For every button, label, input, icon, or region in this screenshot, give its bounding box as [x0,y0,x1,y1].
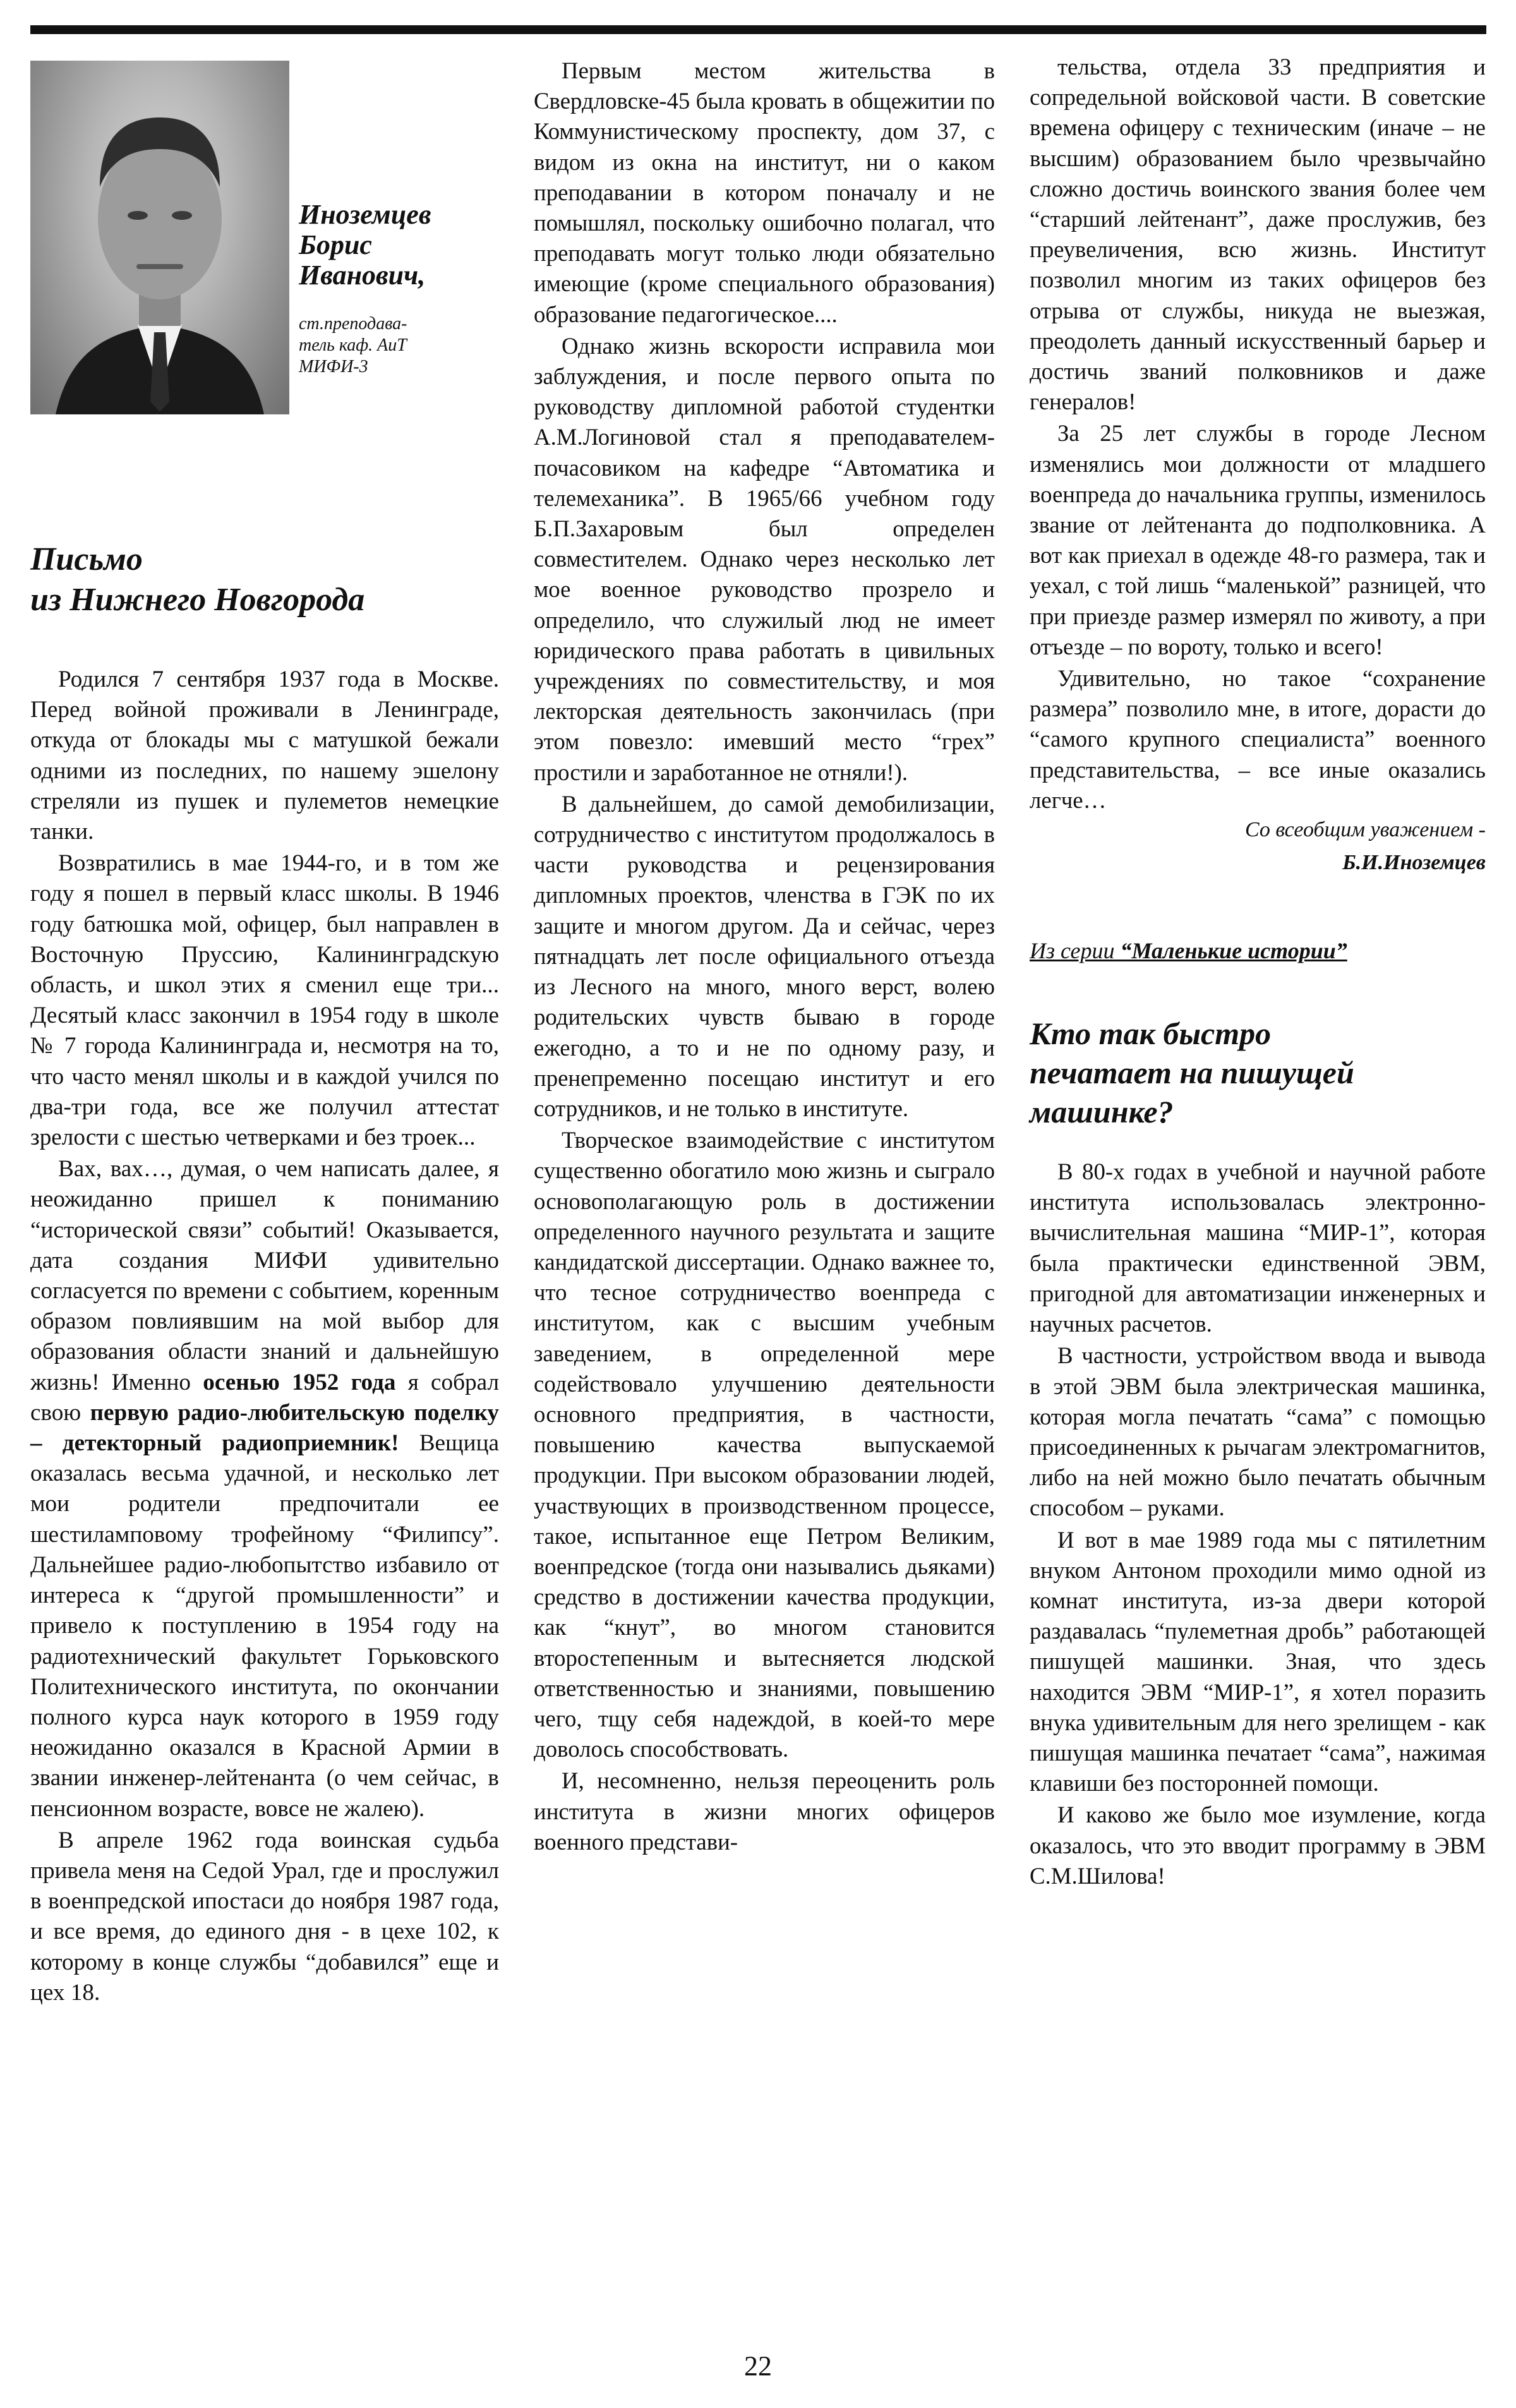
author-name: Иноземцев Борис Иванович, [299,199,431,291]
paragraph: Родился 7 сентября 1937 года в Москве. Перед войной проживали в Ленинграде, откуда от блокады мы с матушкой бежали одними из последних, по нашему эшелону стреляли из пушек и пулеметов немецкие танки. [30,666,499,845]
paragraph: В частности, устройством ввода и вывода в этой ЭВМ была электрическая машинка, которая могла печатать “сама” с помощью присоединенных к рычагам электромагнитов, либо на ней можно было печатать обычным способом – руками. [1030,1342,1486,1521]
signoff: Со всеобщим уважением - [1244,818,1486,842]
paragraph: В дальнейшем, до самой демобилизации, сотрудничество с институтом продолжалось в части руководства и рецензирования дипломных проектов, членства в ГЭК по их защите и многом другом. Да и сейчас, через пятнадцать лет после официального отъезда из Лесного на много, много верст, волею родительских чувств бываю в городе ежегодно, а то и не по одному разу, и пренепременно посещаю институт и его сотрудников, и не только в институте. [534,790,995,1121]
paragraph: И каково же было мое изумление, когда оказалось, что это вводит программу в ЭВМ С.М.Шилова! [1030,1802,1486,1889]
series-name: “Маленькие истории” [1120,938,1347,964]
paragraph-text: Вещица оказалась весьма удачной, и несколько лет мои родители предпочитали ее шестиламповому трофейному “Филипсу”. Дальнейшее радио-любопытство избавило от интереса к “другой промышленности” и привело к поступлению в 1954 году на радиотехнический факультет Горьковского Политехнического института, по окончании полного курса наук которого в 1959 году неожиданно оказался в Красной Армии в звании инженер-лейтенанта (о чем сейчас, в пенсионном возрасте, вовсе не жалею). [30,1430,499,1822]
top-rule [30,25,1486,34]
paragraph: И вот в мае 1989 года мы с пятилетним внуком Антоном проходили мимо одной из комнат института, из-за двери которой раздавалась “пулеметная дробь” работающей пишущей машинки. Зная, что здесь находится ЭВМ “МИР-1”, я хотел поразить внука удивительным для него зрелищем - как пишущая машинка печатает “сама”, нажимая клавиши без посторонней помощи. [1030,1526,1486,1797]
column-2 [534,56,995,1857]
bold-date: осенью 1952 года [203,1369,396,1395]
paragraph: Первым местом жительства в Свердловске-45 была кровать в общежитии по Коммунистическому проспекту, дом 37, с видом из окна на институт, ни о каком преподавании в котором поначалу и не помышлял, поскольку ошибочно полагал, что преподавать могут только люди обязательно имеющие (кроме специального образования) образование педагогическое.... [534,57,995,327]
signature: Б.И.Иноземцев [1342,851,1486,875]
paragraph [30,1154,499,1824]
paragraph: Удивительно, но такое “сохранение размера” позволило мне, в итоге, дорасти до “самого крупного специалиста” военного представительства, – все иные оказались легче… [1030,665,1486,813]
paragraph-text: я собрал свою [30,1369,499,1426]
story-title: Кто так быстро печатает на пишущей машинке? [1030,1016,1354,1130]
column-3 [1030,52,1486,1891]
paragraph: Творческое взаимодействие с институтом существенно обогатило мою жизнь и сыграло основополагающую роль в достижении определенного научного результата и защите кандидатской диссертации. Однако важнее то, что тесное сотрудничество военпреда с институтом, как с высшим учебным заведением, в определенной мере содействовало улучшению деятельности основного предприятия, в частности, повышению качества выпускаемой продукции. При высоком образовании людей, участвующих в производственном процессе, такое, испытанное еще Петром Великим, военпредское (тогда они назывались дьяками) средство в достижении качества продукции, как “кнут”, во многом становится второстепенным и вытесняется людской ответственностью и знаниями, повышению чего, тщу себя надеждой, в коей-то мере доволось способствовать. [534,1127,995,1762]
portrait-figure-icon [30,61,289,414]
author-block [30,61,499,465]
paragraph: И, несомненно, нельзя переоценить роль института в жизни многих офицеров военного представи- [534,1767,995,1855]
paragraph: Возвратились в мае 1944-го, и в том же году я пошел в первый класс школы. В 1946 году батюшка мой, офицер, был направлен в Восточную Пруссию, Калининградскую область, и школ этих я сменил еще три... Десятый класс закончил в 1954 году в школе № 7 города Калининграда и, несмотря на то, что часто менял школы и в каждой учился по два-три года, все же получил аттестат зрелости с шестью четверками и без троек... [30,850,499,1151]
page-number: 22 [744,2351,772,2381]
paragraph: тельства, отдела 33 предприятия и сопредельной войсковой части. В советские времена офицеру с техническим (иначе – не высшим) образованием было чрезвычайно сложно достичь воинского звания более чем “старший лейтенант”, даже прослужив, без преувеличения, всю жизнь. Институт позволил многим из таких офицеров без отрыва от службы, никуда не выезжая, преодолеть данный искусственный барьер и достичь званий полковников и даже генералов! [1030,54,1486,415]
paragraph-text: Вах, вах…, думая, о чем написать далее, я неожиданно пришел к пониманию “исторической связи” событий! Оказывается, дата создания МИФИ удивительно согласуется по времени с событием, коренным образом повлиявшим на мой выбор для образования области знаний и дальнейшую жизнь! Именно [30,1156,499,1395]
series-prefix: Из серии [1030,938,1115,964]
author-role: ст.преподава- тель каф. АиТ МИФИ-3 [299,314,407,376]
paragraph: В 80-х годах в учебной и научной работе института использовалась электронно-вычислительная машина “МИР-1”, которая была практически единственной ЭВМ, пригодной для автоматизации инженерных и научных расчетов. [1030,1159,1486,1337]
bold-phrase: первую радио-любительскую поделку – детекторный радиоприемник! [30,1399,500,1457]
paragraph: За 25 лет службы в городе Лесном изменялись мои должности от младшего военпреда до начальника группы, изменилось звание от лейтенанта до подполковника. А вот как приехал в одежде 48-го размера, так и уехал, с той лишь “маленькой” разницей, что при приезде размер измерял по животу, а при отъезде – по вороту, только и всего! [1030,420,1486,659]
paragraph: Однако жизнь вскорости исправила мои заблуждения, и после первого опыта по руководству дипломной работой студентки А.М.Логиновой стал я преподавателем-почасовиком на кафедре “Автоматика и телемеханика”. В 1965/66 учебном году Б.П.Захаровым был определен совместителем. Однако через несколько лет мое военное руководство прозрело и определило, что служилый люд не имеет юридического права работать в цивильных учреждениях по совместительству, и моя лекторская деятельность закончилась (при этом повезло: имевший место “грех” простили и заработанное не отняли!). [534,332,995,785]
article-title: Письмо из Нижнего Новгорода [30,541,365,618]
author-photo [30,61,289,414]
series-label [1030,937,1486,965]
column-1 [30,61,499,2008]
paragraph: В апреле 1962 года воинская судьба привела меня на Седой Урал, где и прослужил в военпредской ипостаси до ноября 1987 года, и все время, до единого дня - в цехе 102, к которому в конце службы “добавился” еще и цех 18. [30,1827,499,2006]
